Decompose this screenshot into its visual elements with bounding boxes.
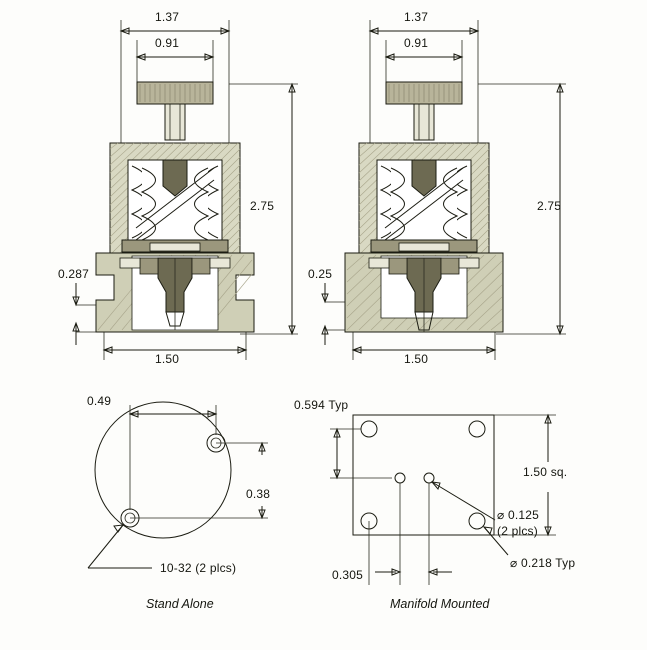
dim-manifold-base-width: 1.50 xyxy=(404,352,429,366)
note-thread-10-32: 10-32 (2 plcs) xyxy=(160,561,237,575)
dim-plate-size: 1.50 sq. xyxy=(523,465,568,479)
dim-manifold-base-height: 0.25 xyxy=(308,267,333,281)
dim-port-offset-y: 0.38 xyxy=(246,487,271,501)
dim-small-hole-diameter: ⌀ 0.125 xyxy=(497,508,539,522)
dim-manifold-width-inner-top: 0.91 xyxy=(404,36,429,50)
caption-stand-alone: Stand Alone xyxy=(146,597,214,611)
dim-stand-alone-base-width: 1.50 xyxy=(155,352,180,366)
caption-manifold-mounted: Manifold Mounted xyxy=(390,597,490,611)
dim-stand-alone-height-overall: 2.75 xyxy=(250,199,275,213)
dim-hole-spacing-y: 0.594 Typ xyxy=(294,398,349,412)
dim-stand-alone-width-inner-top: 0.91 xyxy=(155,36,180,50)
dim-port-offset-x: 0.49 xyxy=(87,394,112,408)
dim-manifold-width-overall-top: 1.37 xyxy=(404,10,429,24)
dim-mount-hole-diameter: ⌀ 0.218 Typ xyxy=(510,556,576,570)
dim-stand-alone-width-overall-top: 1.37 xyxy=(155,10,180,24)
dim-small-hole-quantity: (2 plcs) xyxy=(497,524,538,538)
dim-manifold-height-overall: 2.75 xyxy=(537,199,562,213)
dim-stand-alone-base-height: 0.287 xyxy=(58,267,90,281)
dim-hole-spacing-x: 0.305 xyxy=(332,568,364,582)
